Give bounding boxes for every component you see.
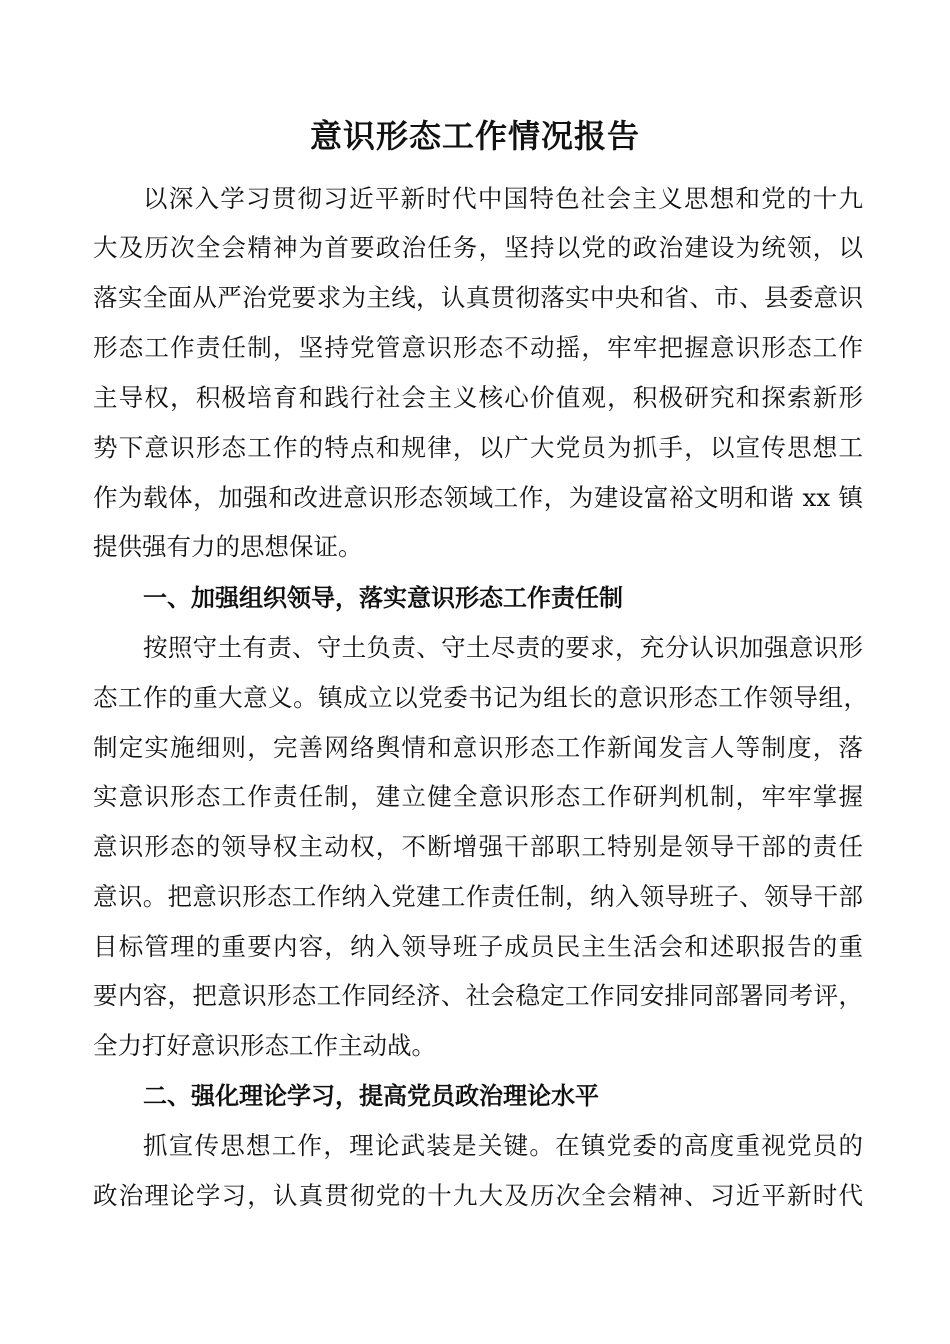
intro-line: 主导权，积极培育和践行社会主义核心价值观，积极研究和探索新形 <box>93 383 863 412</box>
section-line: 政治理论学习，认真贯彻党的十九大及历次全会精神、习近平新时代 <box>93 1181 863 1210</box>
document-title: 意识形态工作情况报告 <box>309 117 640 155</box>
section-line: 态工作的重大意义。镇成立以党委书记为组长的意识形态工作领导组， <box>93 683 868 712</box>
intro-line: 势下意识形态工作的特点和规律，以广大党员为抓手，以宣传思想工 <box>93 433 863 462</box>
section-line: 实意识形态工作责任制，建立健全意识形态工作研判机制，牢牢掌握 <box>93 782 863 811</box>
intro-line: 提供强有力的思想保证。 <box>93 532 363 561</box>
intro-line: 形态工作责任制，坚持党管意识形态不动摇，牢牢把握意识形态工作 <box>93 333 863 362</box>
section-line: 全力打好意识形态工作主动战。 <box>93 1031 436 1060</box>
section-line: 按照守土有责、守土负责、守土尽责的要求，充分认识加强意识形 <box>143 633 863 662</box>
section-line: 要内容，把意识形态工作同经济、社会稳定工作同安排同部署同考评， <box>93 981 863 1010</box>
intro-line: 落实全面从严治党要求为主线，认真贯彻落实中央和省、市、县委意识 <box>93 283 863 312</box>
section-line: 抓宣传思想工作，理论武装是关键。在镇党委的高度重视党员的 <box>143 1131 863 1160</box>
section-heading: 一、加强组织领导，落实意识形态工作责任制 <box>143 584 623 612</box>
section-line: 意识形态的领导权主动权，不断增强干部职工特别是领导干部的责任 <box>93 832 863 861</box>
section-heading: 二、强化理论学习，提高党员政治理论水平 <box>143 1082 599 1110</box>
section-line: 制定实施细则，完善网络舆情和意识形态工作新闻发言人等制度，落 <box>93 733 863 762</box>
intro-line: 作为载体，加强和改进意识形态领域工作，为建设富裕文明和谐 xx 镇 <box>93 483 863 512</box>
intro-line: 以深入学习贯彻习近平新时代中国特色社会主义思想和党的十九 <box>143 184 863 213</box>
section-line: 目标管理的重要内容，纳入领导班子成员民主生活会和述职报告的重 <box>93 932 863 961</box>
intro-line: 大及历次全会精神为首要政治任务，坚持以党的政治建设为统领，以 <box>93 233 863 262</box>
section-line: 意识。把意识形态工作纳入党建工作责任制，纳入领导班子、领导干部 <box>93 882 863 911</box>
